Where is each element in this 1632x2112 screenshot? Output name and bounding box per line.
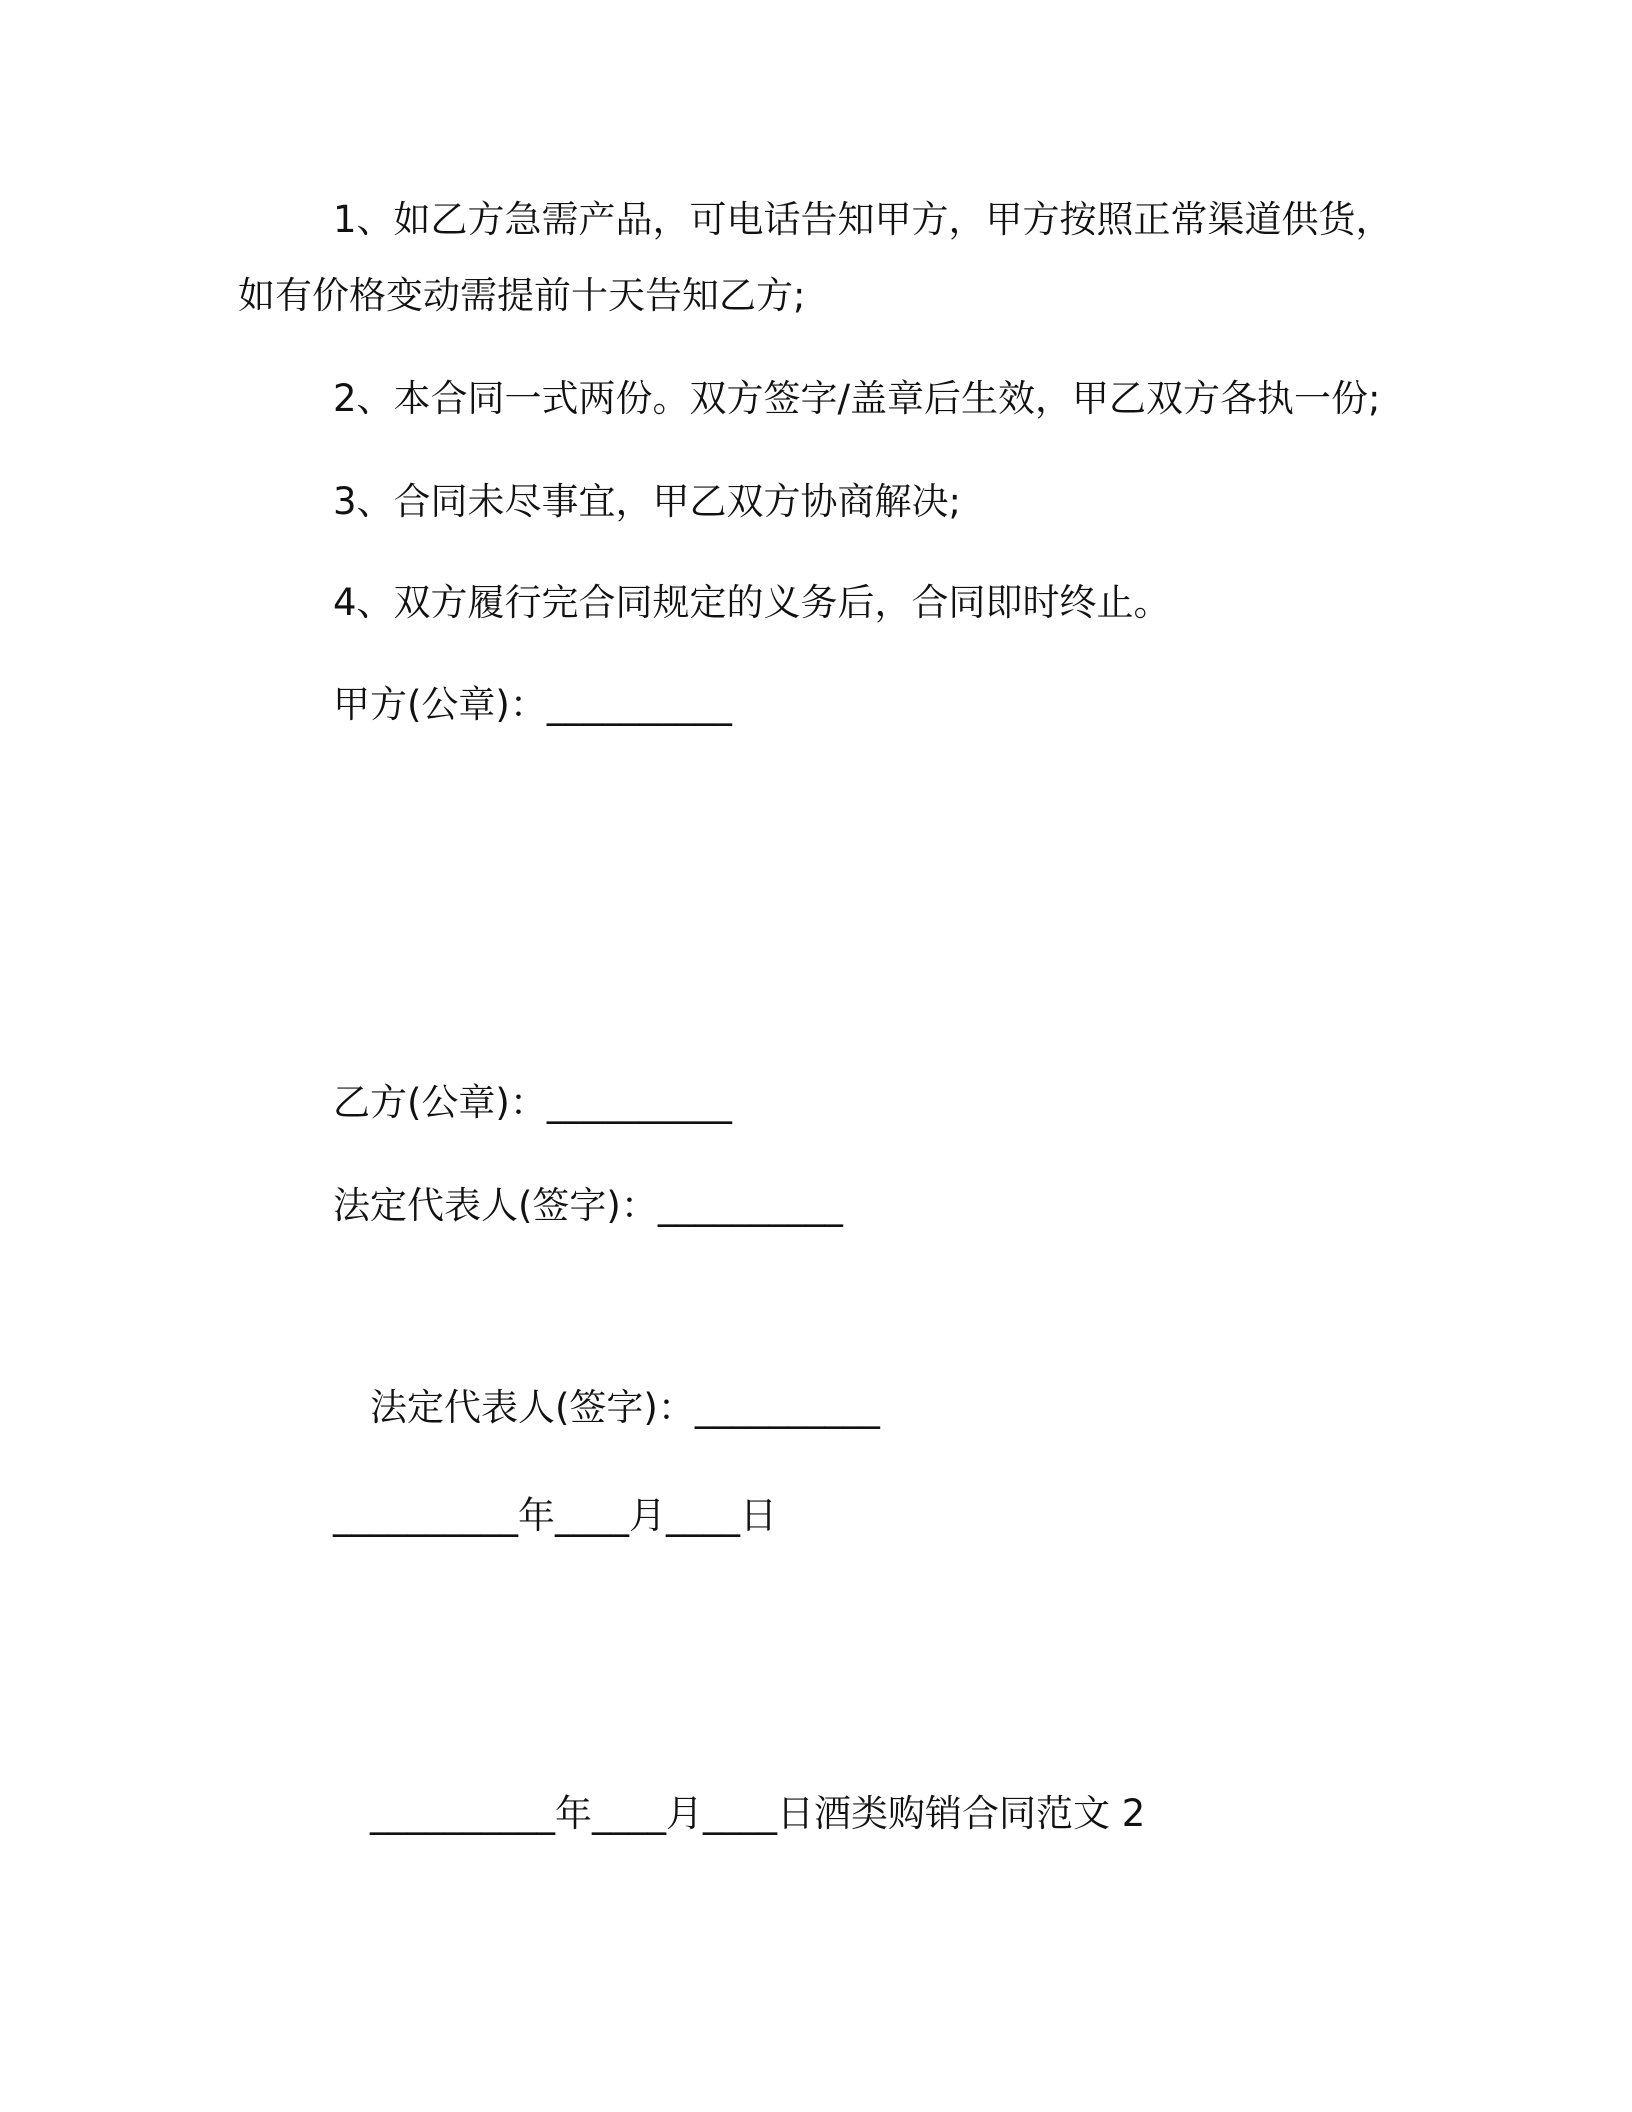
- clause-1-line-1: 1、如乙方急需产品，可电话告知甲方，甲方按照正常渠道供货，: [333, 198, 1393, 241]
- clause-4: 4、双方履行完合同规定的义务后，合同即时终止。: [333, 581, 1171, 624]
- legal-representative-signature-1: 法定代表人(签字)：__________: [333, 1184, 843, 1227]
- date-line-2-with-title: __________年____月____日酒类购销合同范文 2: [370, 1792, 1146, 1835]
- party-a-seal: 甲方(公章)：__________: [333, 683, 732, 726]
- party-b-seal: 乙方(公章)：__________: [333, 1081, 732, 1124]
- clause-1-line-2: 如有价格变动需提前十天告知乙方;: [238, 274, 806, 317]
- legal-representative-signature-2: 法定代表人(签字)：__________: [370, 1386, 880, 1429]
- clause-3: 3、合同未尽事宜，甲乙双方协商解决;: [333, 480, 962, 523]
- date-line-1: __________年____月____日: [333, 1494, 777, 1537]
- clause-2: 2、本合同一式两份。双方签字/盖章后生效，甲乙双方各执一份;: [333, 377, 1381, 420]
